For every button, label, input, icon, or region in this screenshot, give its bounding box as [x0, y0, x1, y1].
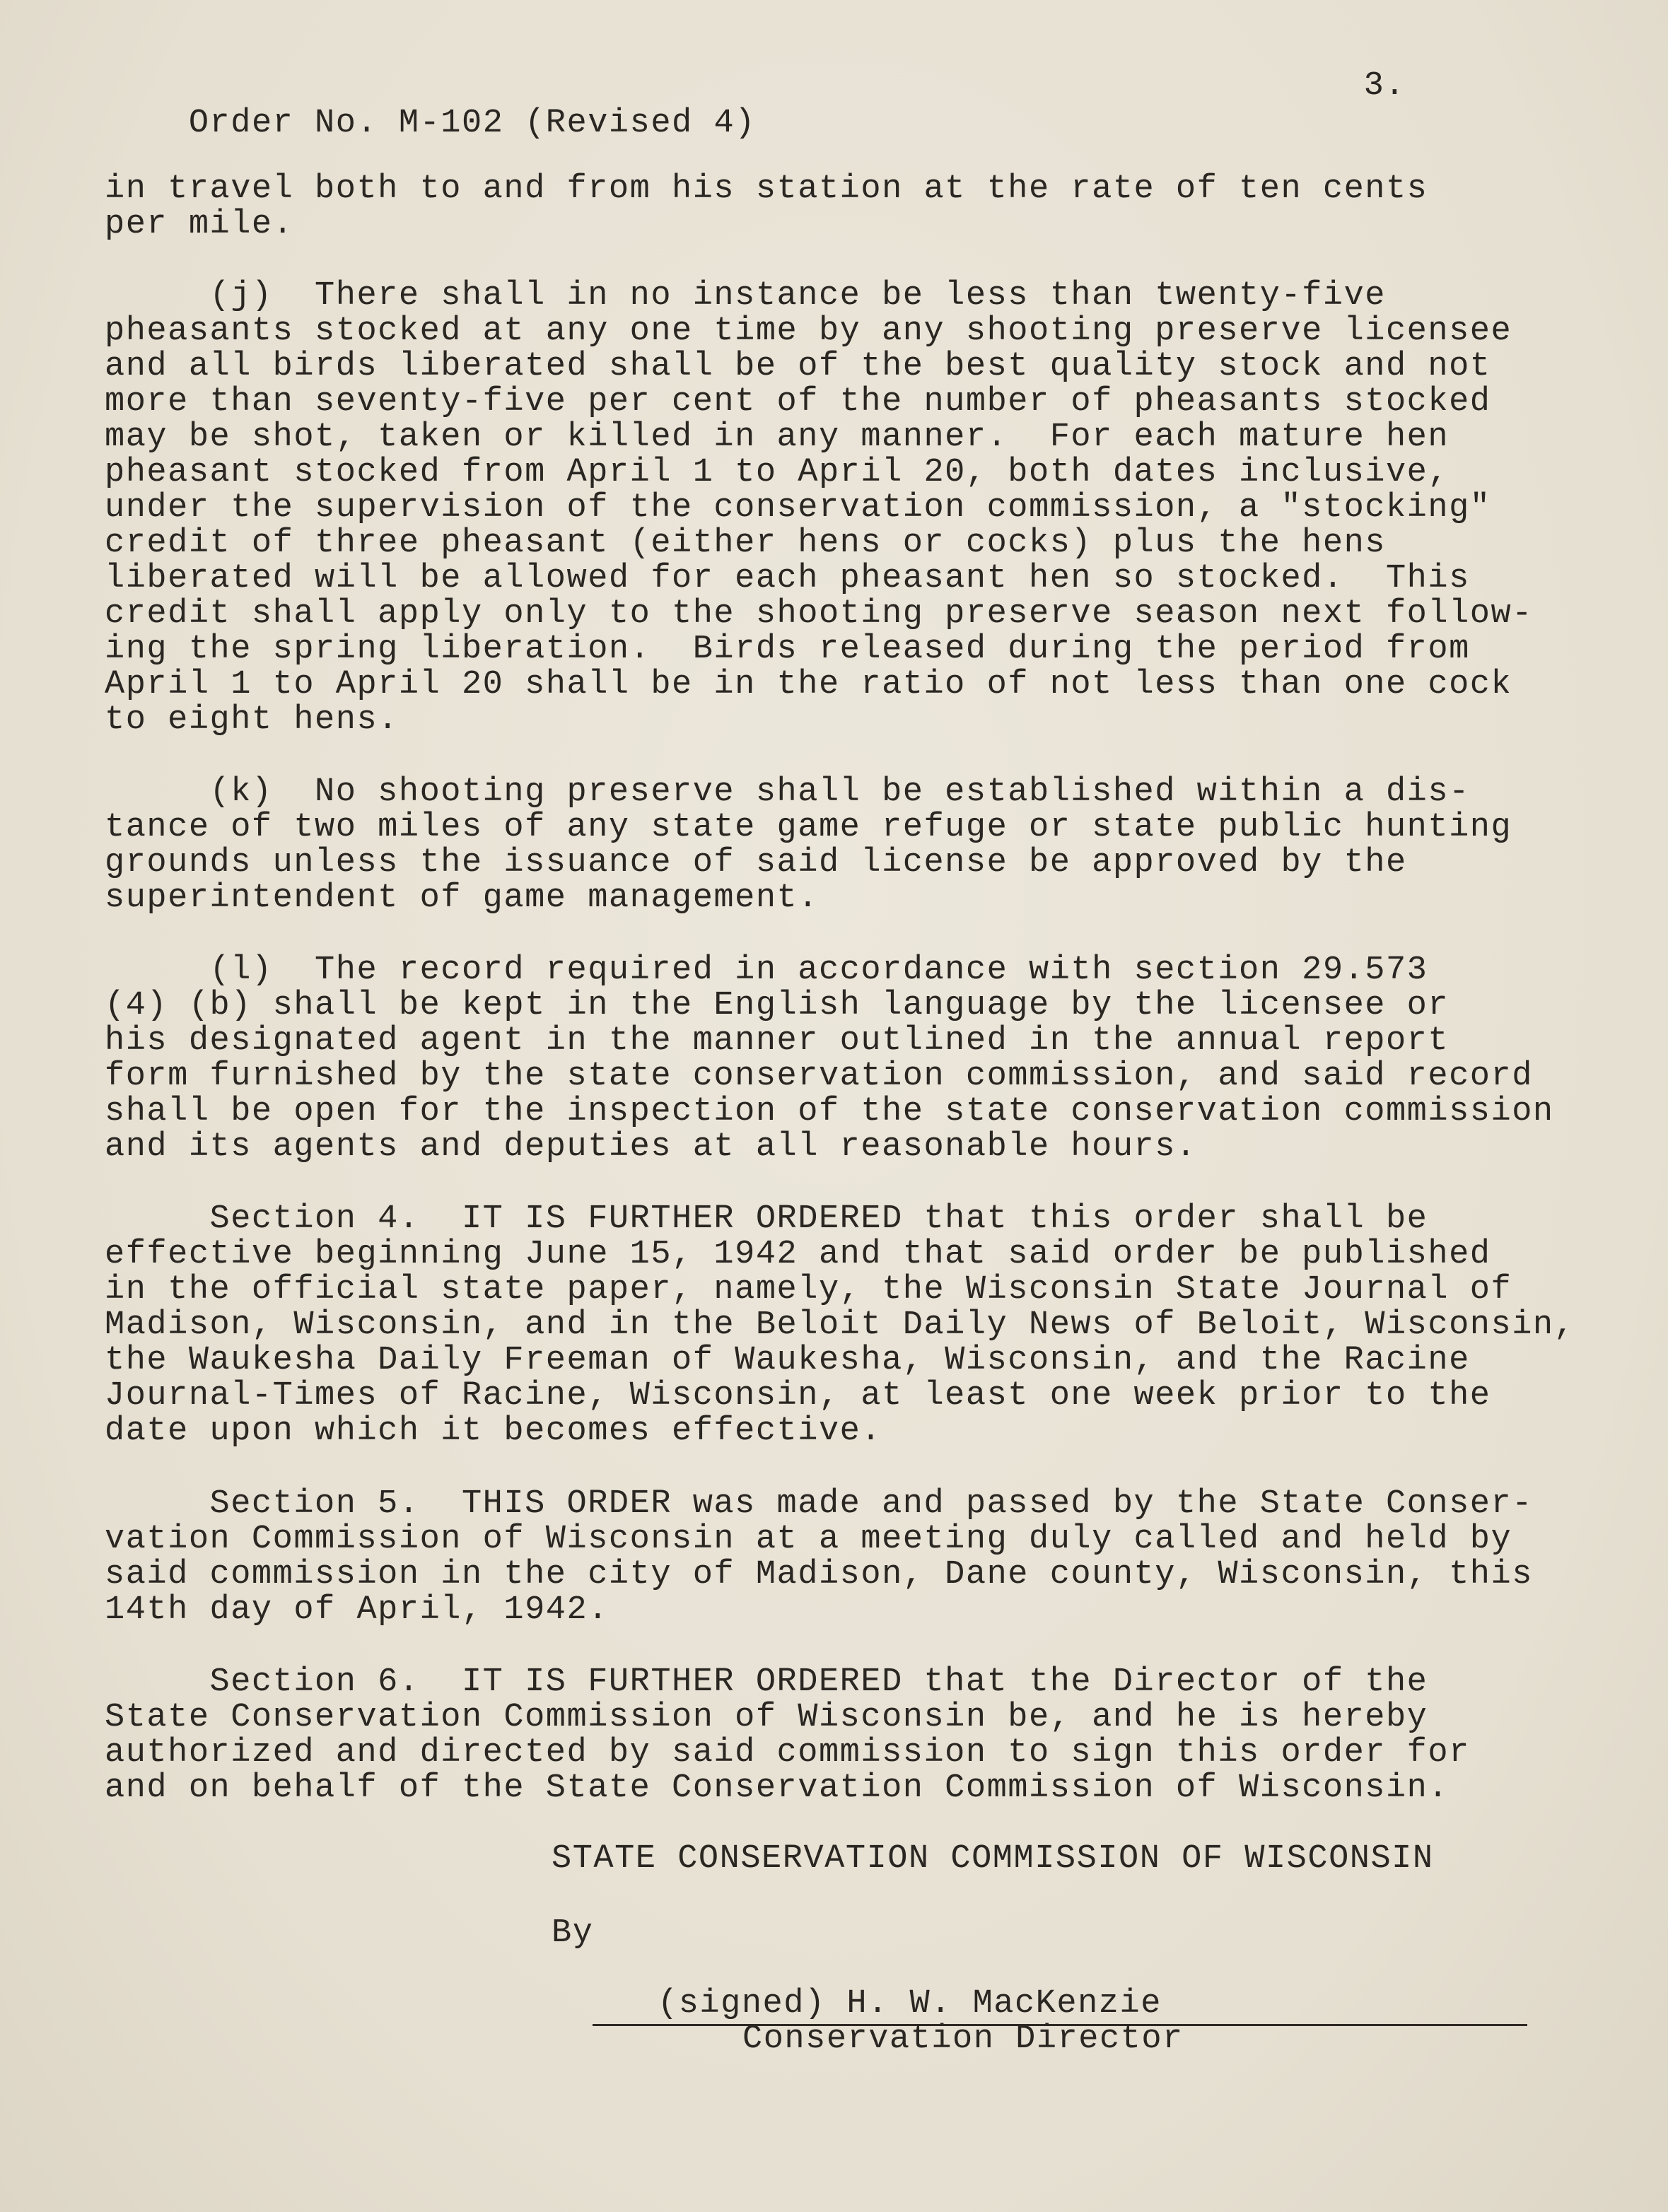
signatory-title: Conservation Director [742, 2020, 1184, 2058]
text-line: pheasants stocked at any one time by any shooting preserve licensee [105, 312, 1512, 350]
text-line: pheasant stocked from April 1 to April 20, both dates inclusive, [105, 454, 1450, 491]
text-line: liberated will be allowed for each pheasant hen so stocked. This [105, 560, 1470, 597]
text-line: to eight hens. [105, 701, 399, 739]
text-line: in travel both to and from his station at the rate of ten cents [105, 170, 1428, 208]
paragraph-l [105, 953, 1590, 1165]
text-line: (l) The record required in accordance with section 29.573 [105, 952, 1428, 989]
page-number: 3. [1363, 67, 1406, 105]
text-line: and its agents and deputies at all reasonable hours. [105, 1128, 1197, 1166]
paragraph-continuation [105, 172, 1590, 242]
paragraph-j [105, 279, 1590, 738]
text-line: April 1 to April 20 shall be in the ratio of not less than one cock [105, 666, 1512, 703]
text-line: and all birds liberated shall be of the best quality stock and not [105, 348, 1491, 385]
text-line: ing the spring liberation. Birds released during the period from [105, 631, 1470, 668]
text-line: State Conservation Commission of Wisconsin be, and he is hereby [105, 1699, 1428, 1736]
text-line: Section 5. THIS ORDER was made and passed by the State Conser- [105, 1485, 1533, 1523]
text-line: (k) No shooting preserve shall be established within a dis- [105, 773, 1470, 811]
text-line: more than seventy-five per cent of the number of pheasants stocked [105, 383, 1491, 421]
order-number: Order No. M-102 (Revised 4) [188, 105, 756, 142]
signature-signed: (signed) H. W. MacKenzie [658, 1985, 1162, 2023]
text-line: under the supervision of the conservation commission, a "stocking" [105, 489, 1491, 527]
text-line: per mile. [105, 206, 294, 243]
text-line: effective beginning June 15, 1942 and that said order be published [105, 1236, 1491, 1273]
text-line: may be shot, taken or killed in any manner. For each mature hen [105, 419, 1450, 456]
text-line: his designated agent in the manner outlined in the annual report [105, 1022, 1450, 1060]
text-line: tance of two miles of any state game refuge or state public hunting [105, 809, 1512, 846]
text-line: 14th day of April, 1942. [105, 1591, 609, 1629]
text-line: (j) There shall in no instance be less than twenty-five [105, 277, 1386, 315]
text-line: superintendent of game management. [105, 879, 819, 917]
text-line: vation Commission of Wisconsin at a meeting duly called and held by [105, 1521, 1512, 1558]
text-line: (4) (b) shall be kept in the English language by the licensee or [105, 987, 1450, 1024]
text-line: grounds unless the issuance of said license be approved by the [105, 844, 1407, 882]
text-line: in the official state paper, namely, the Wisconsin State Journal of [105, 1271, 1512, 1309]
text-line: Madison, Wisconsin, and in the Beloit Daily News of Beloit, Wisconsin, [105, 1306, 1575, 1344]
paragraph-section-4 [105, 1202, 1590, 1449]
text-line: Section 6. IT IS FURTHER ORDERED that the Director of the [105, 1663, 1428, 1701]
text-line: date upon which it becomes effective. [105, 1412, 882, 1450]
text-line: and on behalf of the State Conservation Commission of Wisconsin. [105, 1769, 1450, 1807]
text-line: authorized and directed by said commission to sign this order for [105, 1734, 1470, 1772]
paragraph-section-5 [105, 1487, 1590, 1628]
signatory-organization: STATE CONSERVATION COMMISSION OF WISCONSIN [552, 1840, 1434, 1878]
paragraph-k [105, 775, 1590, 916]
paragraph-section-6 [105, 1665, 1590, 1806]
text-line: Journal-Times of Racine, Wisconsin, at least one week prior to the [105, 1377, 1491, 1415]
text-line: the Waukesha Daily Freeman of Waukesha, Wisconsin, and the Racine [105, 1342, 1470, 1379]
text-line: credit of three pheasant (either hens or cocks) plus the hens [105, 525, 1386, 562]
text-line: Section 4. IT IS FURTHER ORDERED that this order shall be [105, 1200, 1428, 1238]
text-line: form furnished by the state conservation commission, and said record [105, 1058, 1533, 1095]
text-line: credit shall apply only to the shooting preserve season next follow- [105, 595, 1533, 633]
text-line: said commission in the city of Madison, Dane county, Wisconsin, this [105, 1556, 1533, 1593]
signature-by: By [552, 1914, 594, 1952]
text-line: shall be open for the inspection of the state conservation commission [105, 1093, 1554, 1130]
